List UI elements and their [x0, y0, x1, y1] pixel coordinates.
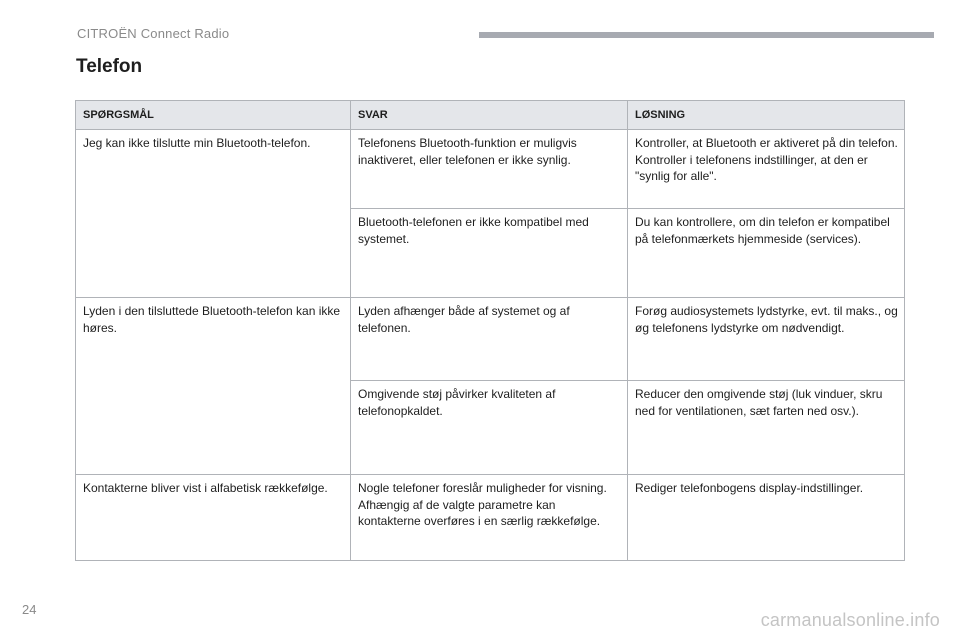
table-header-row	[76, 101, 905, 130]
solution-line: Kontroller i telefonens indstillinger, at den er "synlig for alle".	[635, 152, 868, 183]
solution-line: Kontroller, at Bluetooth er aktiveret på din telefon.	[635, 136, 898, 150]
running-header-title: CITROËN Connect Radio	[77, 26, 230, 41]
solution-cell	[628, 209, 905, 298]
answer-cell: Nogle telefoner foreslår muligheder for visning. Afhængig af de valgte parametre kan kontakterne overføres i en særlig rækkefølge.	[351, 475, 628, 561]
watermark: carmanualsonline.info	[760, 610, 940, 630]
column-header-solution: LØSNING	[628, 101, 905, 130]
answer-cell: Bluetooth-telefonen er ikke kompatibel med systemet.	[351, 209, 628, 298]
column-header-question: SPØRGSMÅL	[76, 101, 351, 130]
page-title: Telefon	[76, 56, 143, 77]
solution-line: Rediger telefonbogens display-indstillinger.	[635, 481, 864, 495]
column-header-answer: SVAR	[351, 101, 628, 130]
question-cell: Lyden i den tilsluttede Bluetooth-telefon kan ikke høres.	[76, 298, 351, 475]
solution-cell	[628, 298, 905, 381]
table-row	[76, 475, 905, 561]
page-number: 24	[22, 602, 37, 617]
solution-cell	[628, 381, 905, 475]
solution-cell	[628, 475, 905, 561]
header-divider-bar	[479, 32, 934, 38]
table-row	[76, 130, 905, 209]
solution-cell	[628, 130, 905, 209]
solution-line: Forøg audiosystemets lydstyrke, evt. til maks., og øg telefonens lydstyrke om nødvendigt.	[635, 304, 898, 335]
answer-cell: Telefonens Bluetooth-funktion er muligvis inaktiveret, eller telefonen er ikke synlig.	[351, 130, 628, 209]
table-row	[76, 298, 905, 381]
solution-line: Reducer den omgivende støj (luk vinduer, skru ned for ventilationen, sæt farten ned osv.).	[635, 387, 883, 418]
solution-line: Du kan kontrollere, om din telefon er kompatibel på telefonmærkets hjemmeside (services).	[635, 215, 890, 246]
answer-cell: Omgivende støj påvirker kvaliteten af telefonopkaldet.	[351, 381, 628, 475]
question-cell: Jeg kan ikke tilslutte min Bluetooth-telefon.	[76, 130, 351, 298]
question-cell: Kontakterne bliver vist i alfabetisk rækkefølge.	[76, 475, 351, 561]
answer-cell: Lyden afhænger både af systemet og af telefonen.	[351, 298, 628, 381]
troubleshooting-table	[75, 100, 905, 561]
